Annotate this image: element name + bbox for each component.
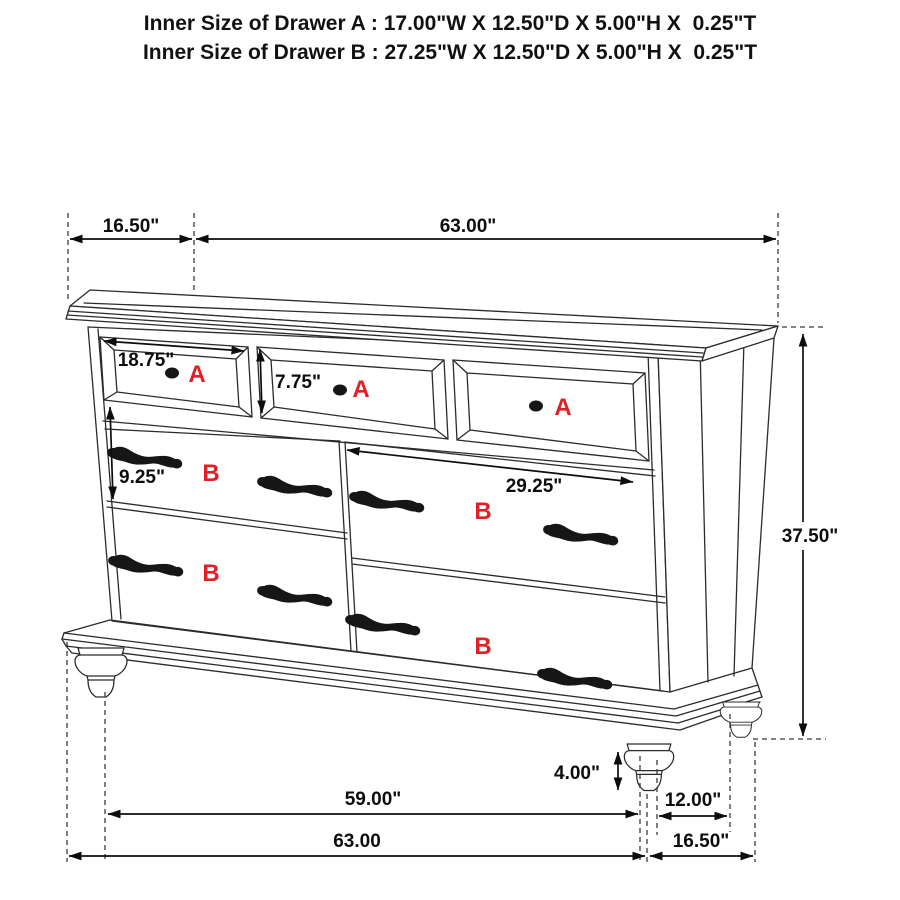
dim-label-bottom-width: 63.00 — [333, 831, 381, 852]
foot-back-right — [720, 702, 762, 737]
drawer-a2-letter: A — [352, 376, 370, 403]
foot-front-right — [624, 744, 673, 791]
dim-label-drawer-a-width: 18.75" — [117, 350, 175, 371]
foot-front-left — [75, 648, 127, 697]
drawer-a1-letter: A — [188, 361, 206, 388]
drawer-a3-knob — [529, 401, 543, 412]
drawer-b1r-letter: B — [474, 498, 492, 525]
dim-label-foot-height: 4.00" — [554, 763, 600, 784]
dim-label-top-width: 63.00" — [439, 216, 497, 237]
dim-label-drawer-b-height: 9.25" — [119, 467, 165, 488]
case-side-panel — [658, 338, 774, 692]
drawer-a3-letter: A — [554, 394, 572, 421]
dim-label-overall-height: 37.50" — [781, 526, 839, 547]
dim-label-bottom-depth: 16.50" — [672, 831, 730, 852]
dim-label-drawer-b-width: 29.25" — [505, 476, 563, 497]
drawer-b1l-letter: B — [202, 460, 220, 487]
drawer-b2r-letter: B — [474, 633, 492, 660]
title-line-drawer-a: Inner Size of Drawer A : 17.00"W X 12.50"D X 5.00"H X 0.25"T — [143, 12, 757, 35]
dim-label-feet-front-span: 59.00" — [344, 789, 402, 810]
dim-label-top-depth: 16.50" — [102, 216, 160, 237]
drawer-b2l-letter: B — [202, 560, 220, 587]
dim-label-feet-side-span: 12.00" — [664, 790, 722, 811]
drawer-a2-knob — [333, 385, 347, 396]
dim-label-drawer-a-height: 7.75" — [275, 372, 321, 393]
title-line-drawer-b: Inner Size of Drawer B : 27.25"W X 12.50"D X 5.00"H X 0.25"T — [142, 41, 758, 64]
